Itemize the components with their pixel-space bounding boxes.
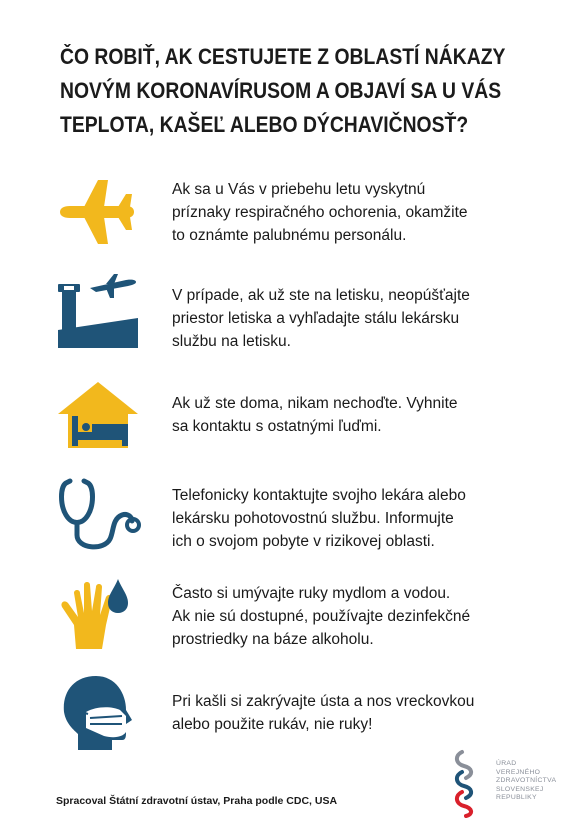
title-line: ČO ROBIŤ, AK CESTUJETE Z OBLASTÍ NÁKAZY <box>60 44 506 69</box>
instruction-text <box>172 284 572 353</box>
text-line: Často si umývajte ruky mydlom a vodou. <box>172 585 451 602</box>
hand-drop-icon <box>56 573 140 653</box>
text-line: V prípade, ak už ste na letisku, neopúšťajte <box>172 287 470 304</box>
instruction-text <box>172 392 572 438</box>
text-line: prostriedky na báze alkoholu. <box>172 631 374 648</box>
text-line: sa kontaktu s ostatnými ľuďmi. <box>172 418 382 435</box>
text-line: lekársku pohotovostnú službu. Informujte <box>172 510 454 527</box>
page-title <box>60 40 506 142</box>
face-mask-icon <box>56 672 140 752</box>
text-line: Pri kašli si zakrývajte ústa a nos vreckovkou <box>172 693 475 710</box>
instruction-text <box>172 178 572 247</box>
logo-line: VEREJNÉHO <box>496 768 541 776</box>
instruction-text <box>172 484 572 553</box>
stethoscope-icon <box>56 475 146 555</box>
text-line: Ak už ste doma, nikam nechoďte. Vyhnite <box>172 395 458 412</box>
text-line: alebo použite rukáv, nie ruky! <box>172 716 373 733</box>
text-line: ich o svojom pobyte v rizikovej oblasti. <box>172 533 435 550</box>
logo-line: REPUBLIKY <box>496 794 537 802</box>
text-line: príznaky respiračného ochorenia, okamžite <box>172 204 468 221</box>
text-line: Ak sa u Vás v priebehu letu vyskytnú <box>172 181 426 198</box>
text-line: Ak nie sú dostupné, používajte dezinfekčné <box>172 608 471 625</box>
title-line: TEPLOTA, KAŠEĽ ALEBO DÝCHAVIČNOSŤ? <box>60 112 469 137</box>
text-line: službu na letisku. <box>172 333 291 350</box>
instruction-text <box>172 582 572 651</box>
text-line: Telefonicky kontaktujte svojho lekára alebo <box>172 487 466 504</box>
text-line: priestor letiska a vyhľadajte stálu lekársku <box>172 310 460 327</box>
title-line: NOVÝM KORONAVÍRUSOM A OBJAVÍ SA U VÁS <box>60 78 502 103</box>
logo-s-icon <box>452 748 492 818</box>
house-bed-icon <box>56 380 140 450</box>
instruction-text <box>172 690 572 736</box>
text-line: to oznámte palubnému personálu. <box>172 227 407 244</box>
logo-line: ÚRAD <box>496 760 517 767</box>
airplane-icon <box>56 176 136 248</box>
footer-credit: Spracoval Štátní zdravotní ústav, Praha podle CDC, USA <box>56 795 338 807</box>
logo-text <box>496 760 556 803</box>
logo-line: ZDRAVOTNÍCTVA <box>496 777 557 785</box>
airport-icon <box>56 272 140 350</box>
logo-line: SLOVENSKEJ <box>496 785 544 793</box>
